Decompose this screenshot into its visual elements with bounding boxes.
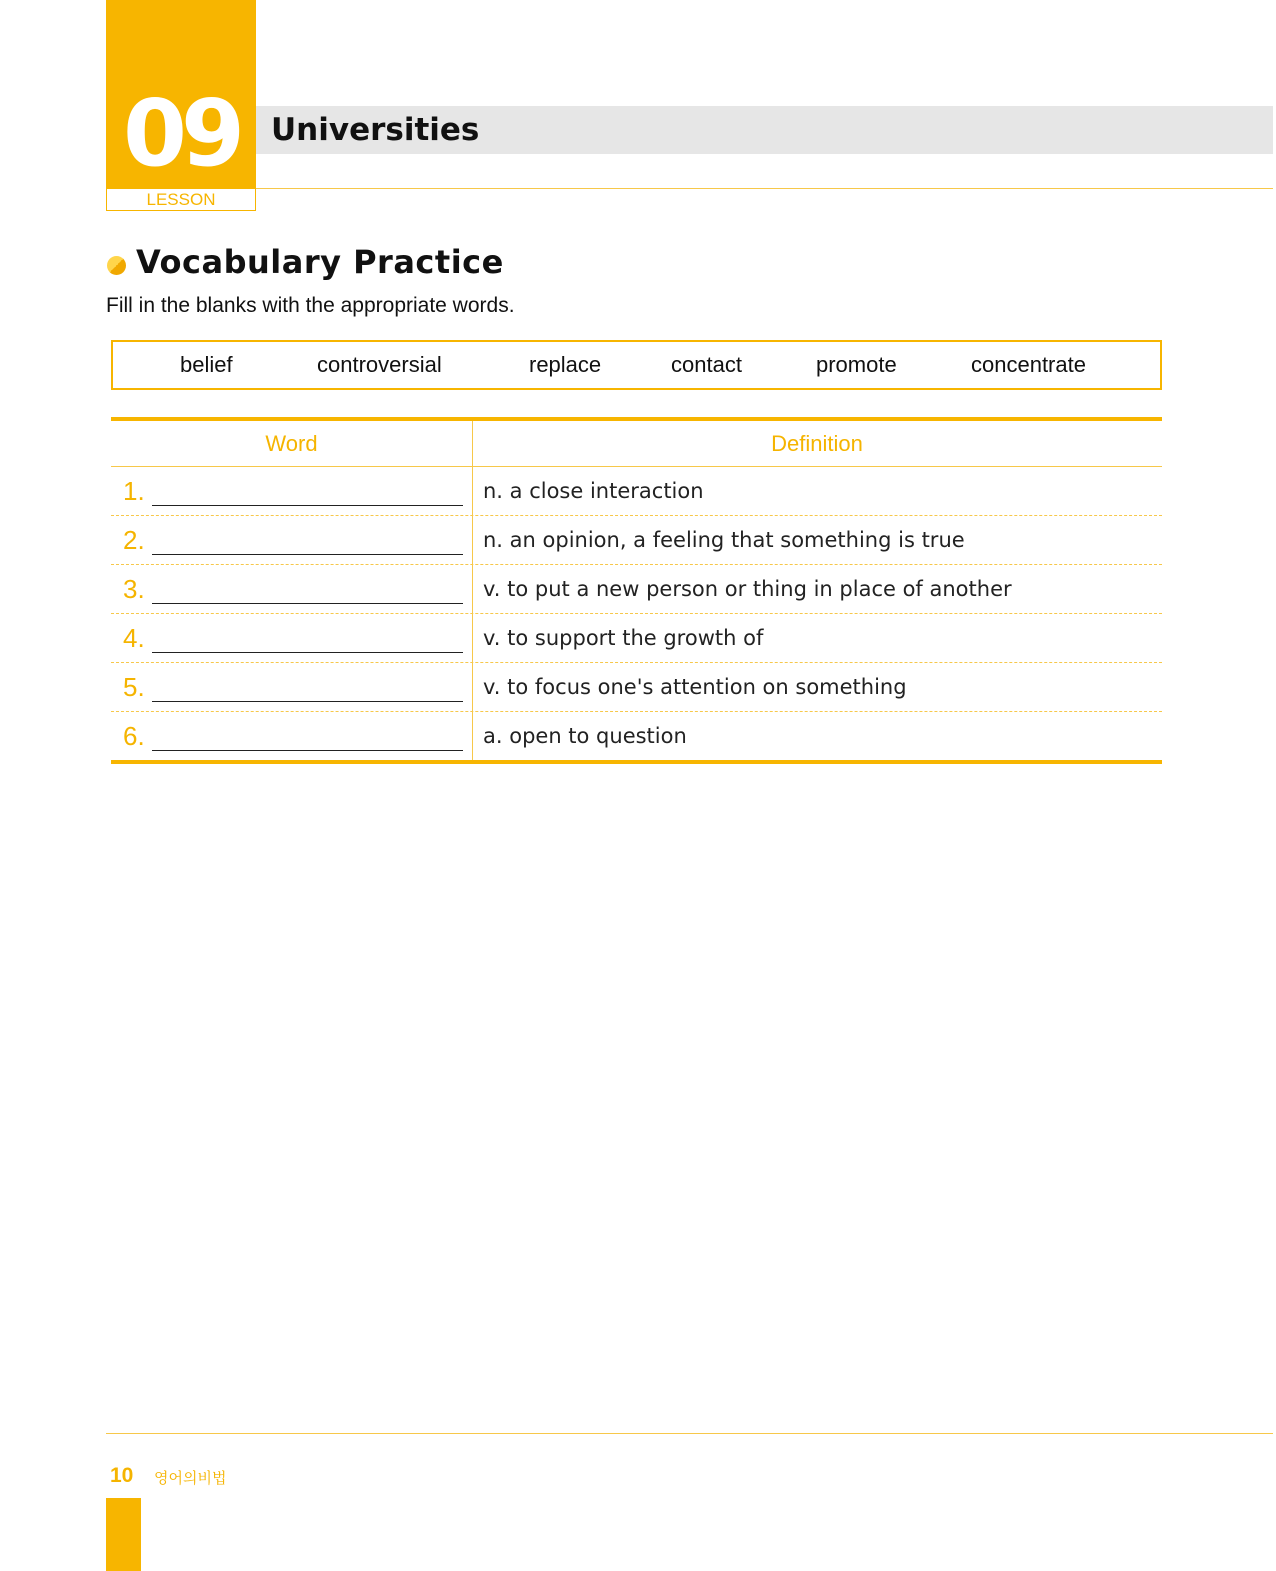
answer-blank[interactable] xyxy=(152,554,463,555)
row-number: 2. xyxy=(123,525,145,555)
table-header xyxy=(111,421,1162,467)
footer-tab xyxy=(106,1498,141,1571)
row-number: 3. xyxy=(123,574,145,604)
lesson-number-block xyxy=(106,0,256,189)
word-bank xyxy=(111,340,1162,390)
table-row xyxy=(111,663,1162,712)
answer-blank[interactable] xyxy=(152,652,463,653)
word-bank-item: contact xyxy=(671,352,742,377)
row-number: 5. xyxy=(123,672,145,702)
lesson-label-box xyxy=(106,189,256,211)
row-definition: n. a close interaction xyxy=(483,479,704,503)
answer-blank[interactable] xyxy=(152,505,463,506)
table-row xyxy=(111,516,1162,565)
header-word: Word xyxy=(265,431,318,456)
footer-divider xyxy=(106,1433,1273,1434)
row-number: 6. xyxy=(123,721,145,751)
vocabulary-table xyxy=(111,417,1162,764)
table-row xyxy=(111,712,1162,760)
lesson-label: LESSON xyxy=(146,190,216,209)
word-bank-item: belief xyxy=(180,352,233,377)
row-definition: n. an opinion, a feeling that something is true xyxy=(483,528,965,552)
header-divider xyxy=(256,188,1273,189)
instruction-text: Fill in the blanks with the appropriate words. xyxy=(106,294,515,317)
row-definition: v. to put a new person or thing in place of another xyxy=(483,577,1012,601)
table-row xyxy=(111,467,1162,516)
lesson-title-bar xyxy=(256,106,1273,154)
answer-blank[interactable] xyxy=(152,603,463,604)
word-bank-item: controversial xyxy=(317,352,442,377)
row-definition: v. to focus one's attention on something xyxy=(483,675,907,699)
row-definition: v. to support the growth of xyxy=(483,626,764,650)
table-row xyxy=(111,565,1162,614)
word-bank-item: concentrate xyxy=(971,352,1086,377)
row-definition: a. open to question xyxy=(483,724,687,748)
page-number: 10 xyxy=(110,1464,134,1487)
book-title: 영어의비법 xyxy=(154,1469,227,1487)
table-row xyxy=(111,614,1162,663)
word-bank-item: replace xyxy=(529,352,602,377)
answer-blank[interactable] xyxy=(152,701,463,702)
word-bank-item: promote xyxy=(816,352,897,377)
section-bullet-icon xyxy=(107,256,126,275)
header-definition: Definition xyxy=(771,431,863,456)
lesson-number: 09 xyxy=(122,80,240,187)
row-number: 1. xyxy=(123,476,145,506)
row-number: 4. xyxy=(123,623,145,653)
answer-blank[interactable] xyxy=(152,750,463,751)
section-title: Vocabulary Practice xyxy=(136,243,504,281)
lesson-title: Universities xyxy=(271,112,480,148)
